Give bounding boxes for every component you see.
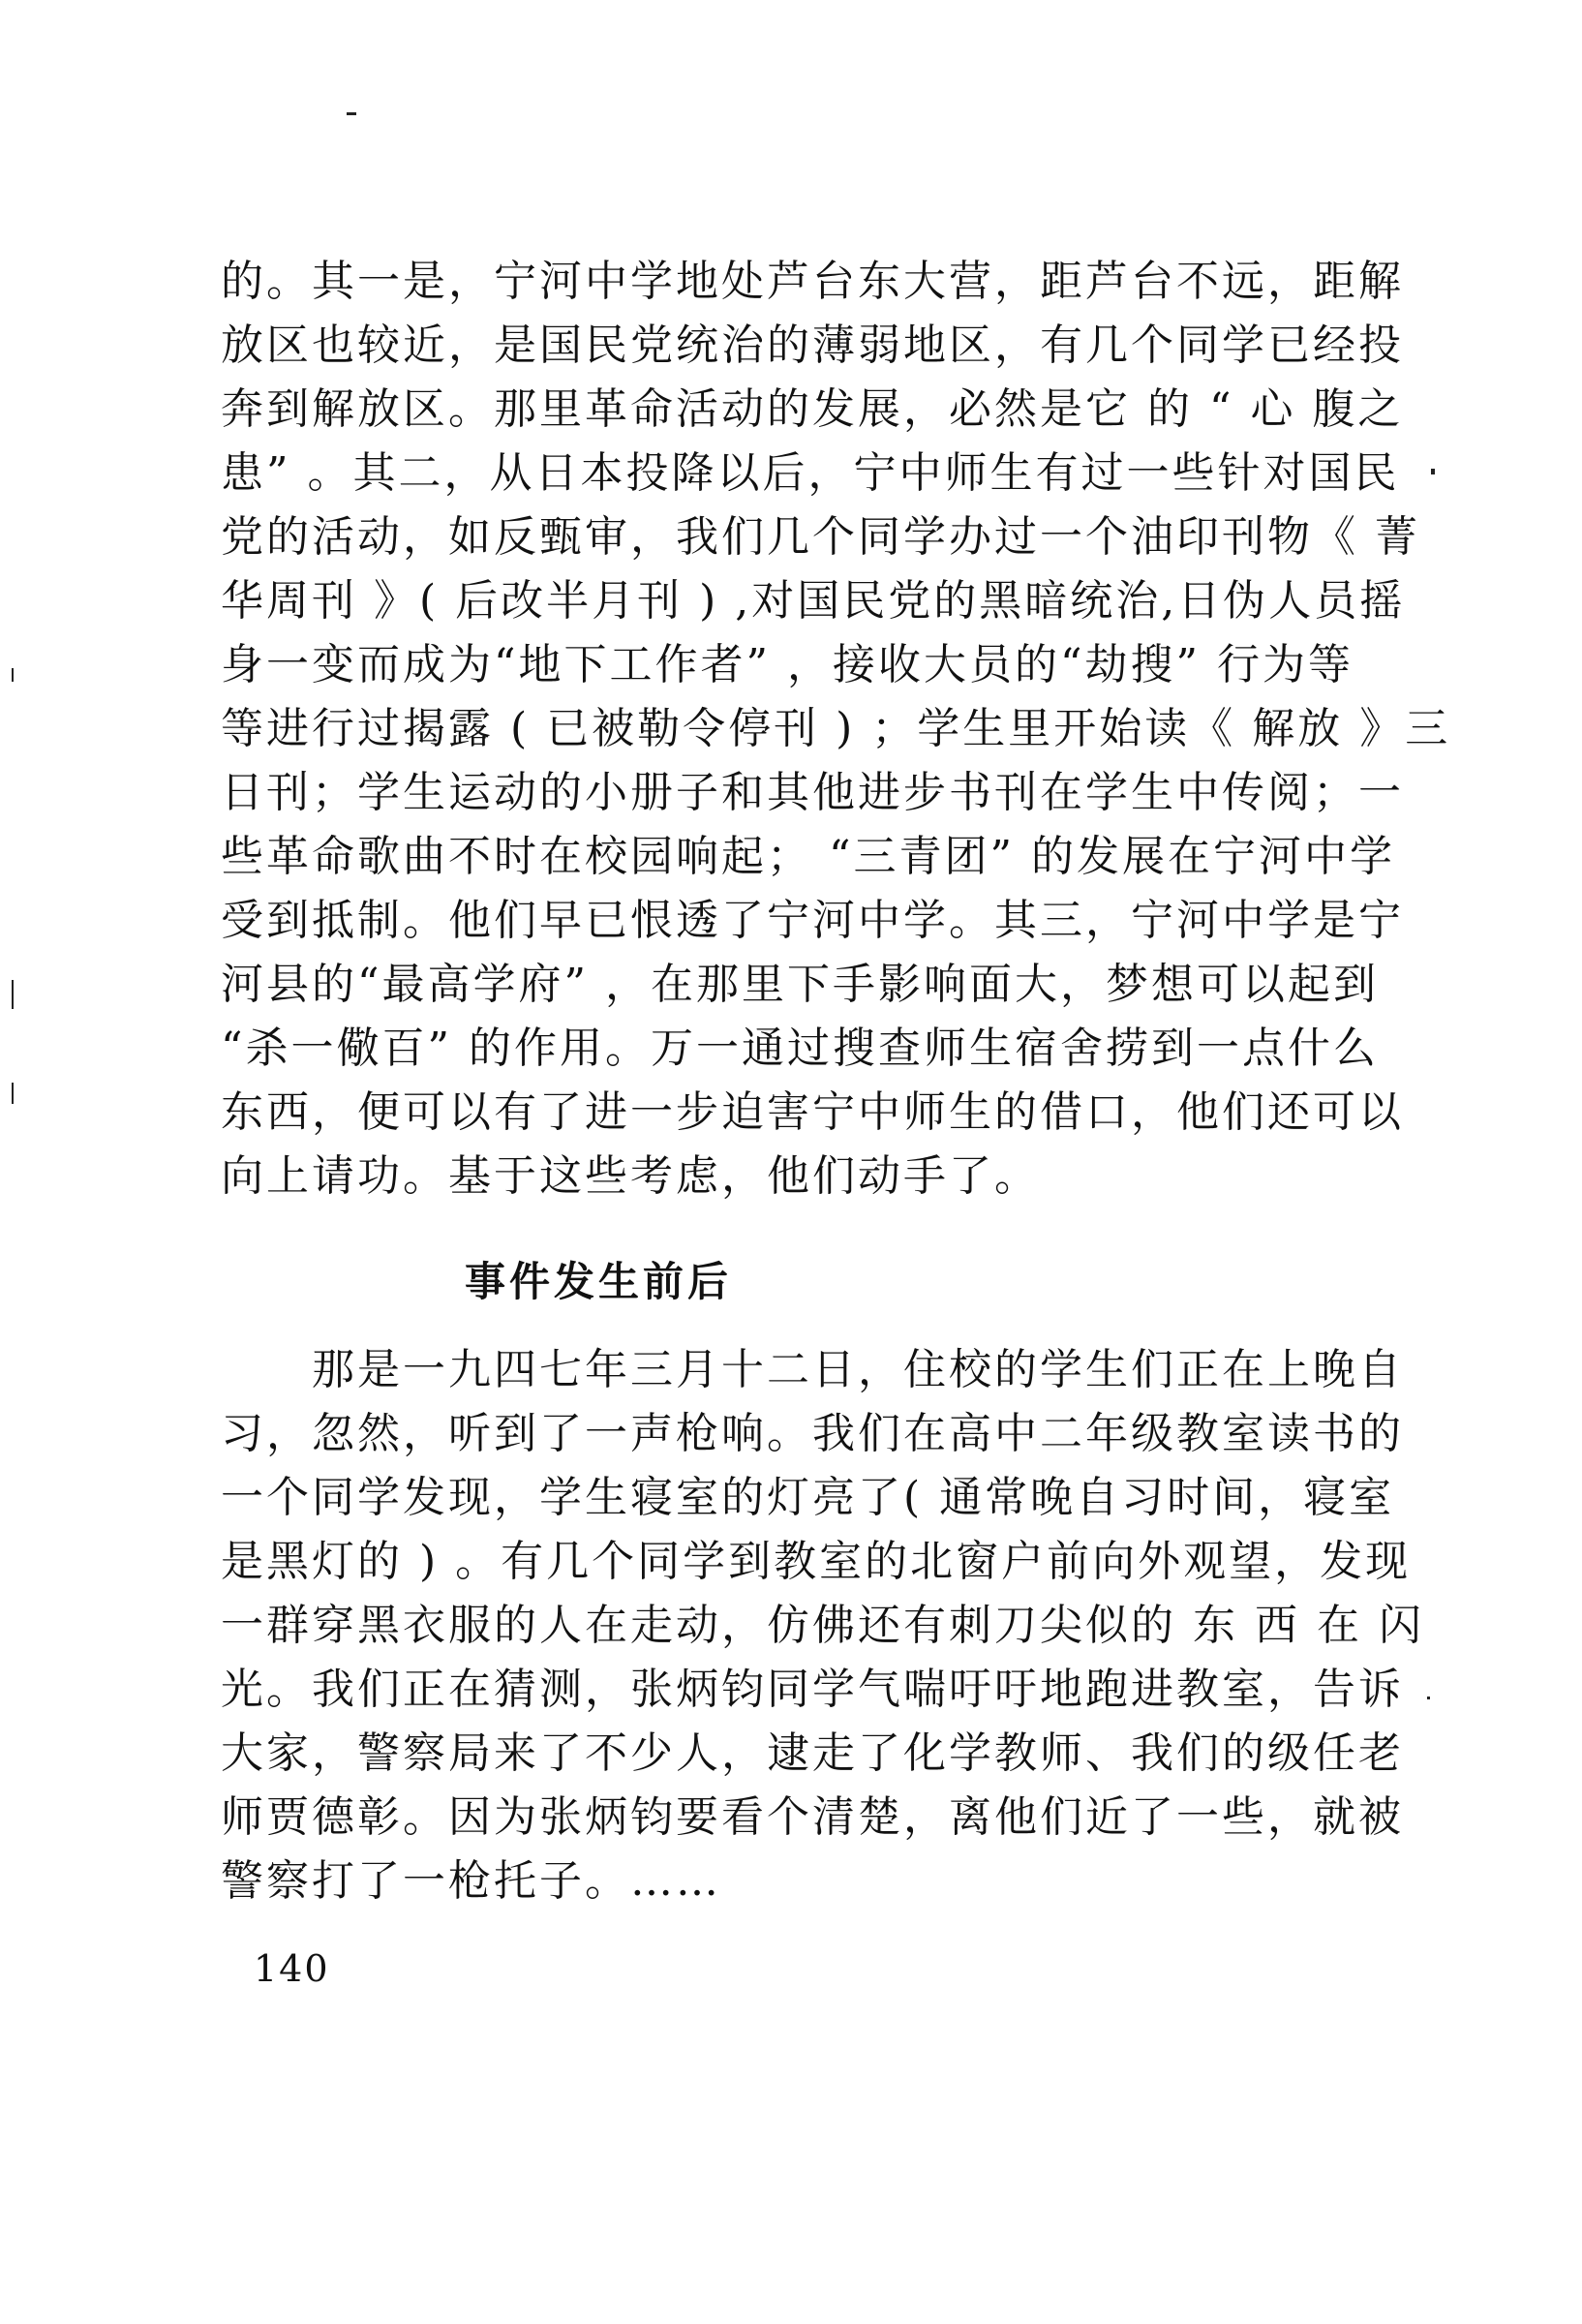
text-line: 光。我们正在猜测，张炳钧同学气喘吁吁地跑进教室，告诉	[221, 1665, 1404, 1714]
text-line: 奔到解放区。那里革命活动的发展，必然是它 的 “ 心 腹之	[221, 384, 1404, 434]
text-line: 东西，便可以有了进一步迫害宁中师生的借口，他们还可以	[221, 1087, 1404, 1137]
text-line: 河县的“最高学府” ，在那里下手影响面大，梦想可以起到	[221, 960, 1379, 1009]
text-line: 一群穿黑衣服的人在走动，仿佛还有刺刀尖似的 东 西 在 闪	[221, 1601, 1424, 1650]
text-line: 那是一九四七年三月十二日，住校的学生们正在上晚自	[221, 1345, 1404, 1394]
text-line: 习，忽然，听到了一声枪响。我们在高中二年级教室读书的	[221, 1409, 1404, 1458]
text-line: “杀一儆百” 的作用。万一通过搜查师生宿舍捞到一点什么	[221, 1024, 1379, 1073]
text-line: 患” 。其二，从日本投降以后，宁中师生有过一些针对国民	[221, 448, 1400, 498]
text-line: 一个同学发现，学生寝室的灯亮了( 通常晚自习时间，寝室	[221, 1473, 1395, 1522]
paragraph-new	[221, 1338, 1424, 1913]
text-line: 警察打了一枪托子。……	[221, 1856, 721, 1906]
text-line: 党的活动，如反甄审，我们几个同学办过一个油印刊物《 菁	[221, 512, 1420, 562]
scan-speck	[1427, 1697, 1430, 1699]
scan-speck	[1431, 469, 1435, 474]
scan-speck	[347, 112, 356, 115]
text-line: 放区也较近，是国民党统治的薄弱地区，有几个同学已经投	[221, 321, 1404, 370]
scan-speck	[12, 668, 14, 682]
scan-speck	[12, 1083, 14, 1104]
text-line: 日刊；学生运动的小册子和其他进步书刊在学生中传阅；一	[221, 768, 1404, 817]
text-line: 向上请功。基于这些考虑，他们动手了。	[221, 1151, 1040, 1201]
page-number: 140	[254, 1947, 330, 1990]
scan-speck	[12, 980, 14, 1009]
paragraph-continued	[221, 250, 1451, 1208]
text-line: 受到抵制。他们早已恨透了宁河中学。其三，宁河中学是宁	[221, 896, 1404, 945]
text-line: 师贾德彰。因为张炳钧要看个清楚，离他们近了一些，就被	[221, 1792, 1404, 1842]
text-line: 大家，警察局来了不少人，逮走了化学教师、我们的级任老	[221, 1728, 1404, 1778]
text-line: 华周刊 》( 后改半月刊 ) ,对国民党的黑暗统治,日伪人员摇	[221, 576, 1406, 626]
text-line: 的。其一是，宁河中学地处芦台东大营，距芦台不远，距解	[221, 257, 1404, 306]
text-line: 是黑灯的 ) 。有几个同学到教室的北窗户前向外观望，发现	[221, 1537, 1412, 1586]
section-heading: 事件发生前后	[465, 1258, 733, 1305]
text-line: 些革命歌曲不时在校园响起； “三青团” 的发展在宁河中学	[221, 832, 1395, 881]
text-line: 身一变而成为“地下工作者” ，接收大员的“劫搜” 行为等	[221, 640, 1354, 689]
text-line: 等进行过揭露 ( 已被勒令停刊 ) ；学生里开始读《 解放 》三	[221, 704, 1451, 753]
